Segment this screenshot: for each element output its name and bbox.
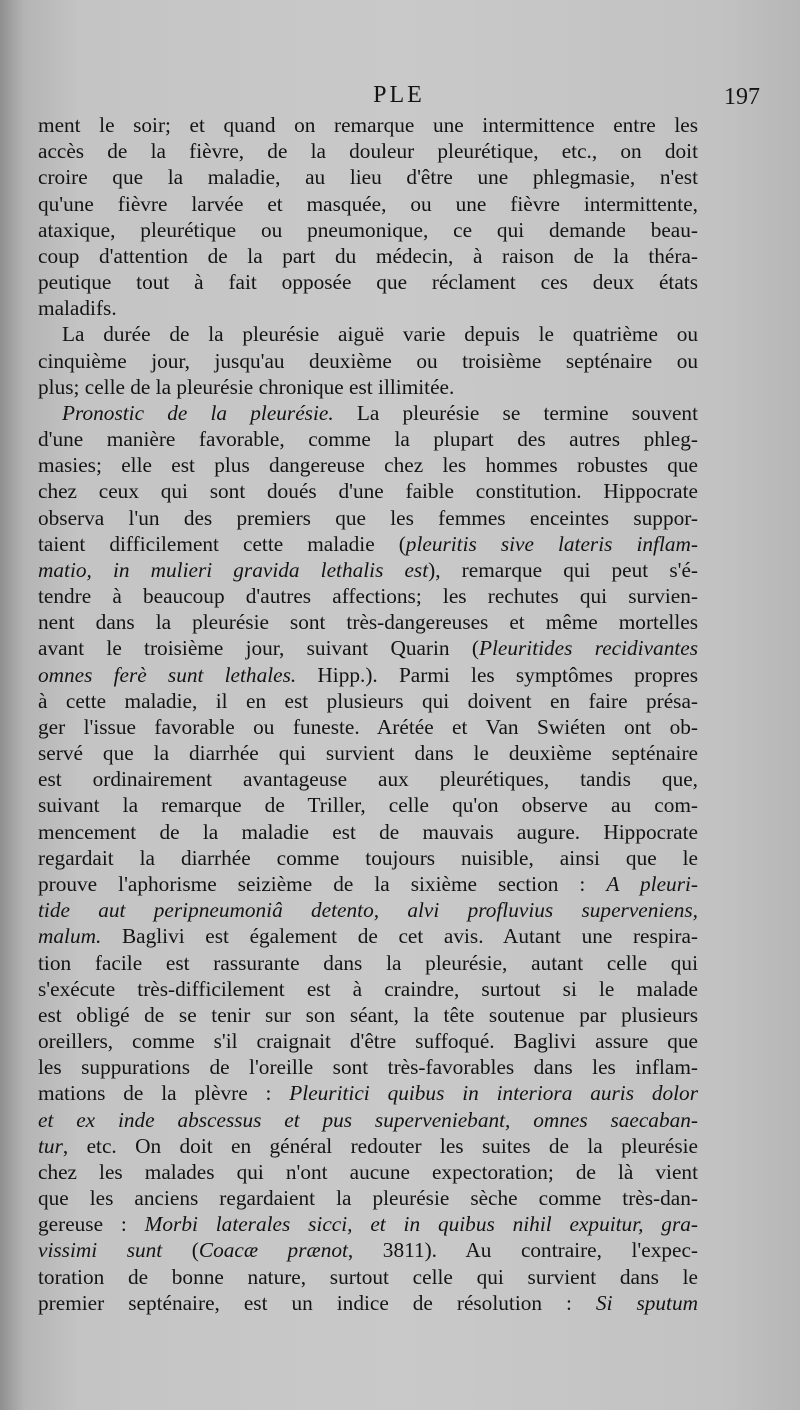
text-line — [38, 321, 698, 347]
italic-text-segment: tur — [38, 1133, 63, 1158]
page-number: 197 — [724, 84, 760, 110]
text-segment: taient difficilement cette maladie ( — [38, 531, 406, 556]
text-line — [38, 871, 698, 897]
text-segment: tion facile est rassurante dans la pleurésie, autant celle qui — [38, 950, 698, 975]
running-head: PLE — [373, 82, 425, 108]
text-line — [38, 1028, 698, 1054]
text-segment: nent dans la pleurésie sont très-dangereuses et même mortelles — [38, 610, 698, 635]
text-line — [38, 400, 698, 426]
text-segment: s'exécute très-difficilement est à craindre, surtout si le malade — [38, 976, 698, 1001]
text-line — [38, 714, 698, 740]
text-segment: à cette maladie, il en est plusieurs qui doivent en faire présa- — [38, 688, 698, 713]
text-segment: ger l'issue favorable ou funeste. Arétée et Van Swiéten ont ob- — [38, 714, 698, 739]
text-segment: plus; celle de la pleurésie chronique est illimitée. — [38, 374, 455, 399]
text-segment: oreillers, comme s'il craignait d'être suffoqué. Baglivi assure que — [38, 1029, 698, 1054]
text-segment: suivant la remarque de Triller, celle qu'on observe au com- — [38, 793, 698, 818]
text-line — [38, 138, 698, 164]
text-line — [38, 557, 698, 583]
text-line — [38, 1107, 698, 1133]
text-segment: La durée de la pleurésie aiguë varie depuis le quatrième ou — [62, 322, 698, 347]
page-header — [38, 82, 760, 112]
text-line — [38, 609, 698, 635]
text-line — [38, 1237, 698, 1263]
text-segment: , 3811). Au contraire, l'expec- — [347, 1238, 698, 1263]
italic-text-segment: Si sputum — [595, 1290, 698, 1315]
text-line — [38, 845, 698, 871]
italic-text-segment: A pleuri- — [606, 871, 698, 896]
text-line — [38, 1159, 698, 1185]
text-line — [38, 583, 698, 609]
text-segment: ataxique, pleurétique ou pneumonique, ce qui demande beau- — [38, 217, 698, 242]
italic-text-segment: pleuritis sive lateris inflam- — [405, 531, 698, 556]
text-segment: d'une manière favorable, comme la plupart des autres phleg- — [38, 427, 698, 452]
text-line — [38, 269, 698, 295]
text-segment: est obligé de se tenir sur son séant, la tête soutenue par plusieurs — [38, 1002, 698, 1027]
text-line — [38, 740, 698, 766]
text-line — [38, 950, 698, 976]
text-segment: servé que la diarrhée qui survient dans le deuxième septénaire — [38, 741, 698, 766]
text-segment: croire que la maladie, au lieu d'être une phlegmasie, n'est — [38, 165, 698, 190]
text-line — [38, 478, 698, 504]
italic-text-segment: Morbi laterales sicci, et in quibus nihil expuitur, gra- — [144, 1212, 698, 1237]
text-segment: que les anciens regardaient la pleurésie sèche comme très-dan- — [38, 1186, 698, 1211]
text-segment: masies; elle est plus dangereuse chez les hommes robustes que — [38, 453, 698, 478]
text-segment: prouve l'aphorisme seizième de la sixième section : — [38, 871, 607, 896]
italic-text-segment: tide aut peripneumoniâ detento, alvi profluvius superveniens, — [38, 898, 698, 923]
text-line — [38, 635, 698, 661]
text-segment: qu'une fièvre larvée et masquée, ou une fièvre intermittente, — [38, 191, 698, 216]
text-segment: les suppurations de l'oreille sont très-favorables dans les inflam- — [38, 1055, 698, 1080]
text-line — [38, 923, 698, 949]
text-line — [38, 1080, 698, 1106]
text-line — [38, 374, 698, 400]
text-segment: mencement de la maladie est de mauvais augure. Hippocrate — [38, 819, 698, 844]
italic-text-segment: Pleuritici quibus in interiora auris dolor — [289, 1081, 698, 1106]
text-segment: coup d'attention de la part du médecin, à raison de la théra- — [38, 243, 698, 268]
text-line — [38, 1264, 698, 1290]
text-line — [38, 662, 698, 688]
text-line — [38, 1185, 698, 1211]
text-segment: ment le soir; et quand on remarque une intermittence entre les — [38, 113, 698, 137]
italic-text-segment: et ex inde abscessus et pus superveniebant, omnes saecaban- — [38, 1107, 698, 1132]
text-line — [38, 505, 698, 531]
text-segment: mations de la plèvre : — [38, 1081, 290, 1106]
text-line — [38, 452, 698, 478]
text-segment: cinquième jour, jusqu'au deuxième ou troisième septénaire ou — [38, 348, 698, 373]
text-segment: toration de bonne nature, surtout celle qui survient dans le — [38, 1264, 698, 1289]
text-segment: avant le troisième jour, suivant Quarin ( — [38, 636, 479, 661]
text-line — [38, 1133, 698, 1159]
italic-text-segment: malum. — [38, 924, 102, 949]
text-line — [38, 295, 698, 321]
text-segment: , etc. On doit en général redouter les suites de la pleurésie — [62, 1133, 698, 1158]
text-line — [38, 426, 698, 452]
text-line — [38, 217, 698, 243]
text-line — [38, 1002, 698, 1028]
text-line — [38, 792, 698, 818]
italic-text-segment: vissimi sunt — [38, 1238, 163, 1263]
text-line — [38, 112, 698, 138]
text-line — [38, 819, 698, 845]
italic-text-segment: Pleuritides recidivantes — [478, 636, 698, 661]
text-line — [38, 531, 698, 557]
text-segment: accès de la fièvre, de la douleur pleurétique, etc., on doit — [38, 139, 698, 164]
text-segment: tendre à beaucoup d'autres affections; les rechutes qui survien- — [38, 584, 698, 609]
text-segment: maladifs. — [38, 296, 117, 321]
text-line — [38, 191, 698, 217]
text-segment: chez ceux qui sont doués d'une faible constitution. Hippocrate — [38, 479, 698, 504]
text-line — [38, 766, 698, 792]
italic-text-segment: Pronostic de la pleurésie. — [62, 400, 334, 425]
text-line — [38, 348, 698, 374]
italic-text-segment: Coacæ prænot — [198, 1238, 348, 1263]
text-segment: regardait la diarrhée comme toujours nuisible, ainsi que le — [38, 845, 698, 870]
text-segment: La pleurésie se termine souvent — [333, 400, 698, 425]
text-segment: est ordinairement avantageuse aux pleurétiques, tandis que, — [38, 767, 698, 792]
text-segment: peutique tout à fait opposée que réclament ces deux états — [38, 270, 698, 295]
text-segment: premier septénaire, est un indice de résolution : — [38, 1290, 596, 1315]
text-line — [38, 1054, 698, 1080]
text-segment: ), remarque qui peut s'é- — [428, 557, 698, 582]
text-line — [38, 897, 698, 923]
italic-text-segment: matio, in mulieri gravida lethalis est — [38, 557, 429, 582]
text-segment: Hipp.). Parmi les symptômes propres — [296, 662, 698, 687]
text-line — [38, 1211, 698, 1237]
text-segment: gereuse : — [38, 1212, 145, 1237]
text-segment: Baglivi est également de cet avis. Autant une respira- — [101, 924, 698, 949]
text-segment: ( — [162, 1238, 199, 1263]
text-segment: chez les malades qui n'ont aucune expectoration; de là vient — [38, 1159, 698, 1184]
text-segment: observa l'un des premiers que les femmes enceintes suppor- — [38, 505, 698, 530]
italic-text-segment: omnes ferè sunt lethales. — [38, 662, 297, 687]
body-text — [38, 112, 698, 1316]
text-line — [38, 164, 698, 190]
text-line — [38, 243, 698, 269]
text-line — [38, 1290, 698, 1316]
text-line — [38, 688, 698, 714]
text-line — [38, 976, 698, 1002]
